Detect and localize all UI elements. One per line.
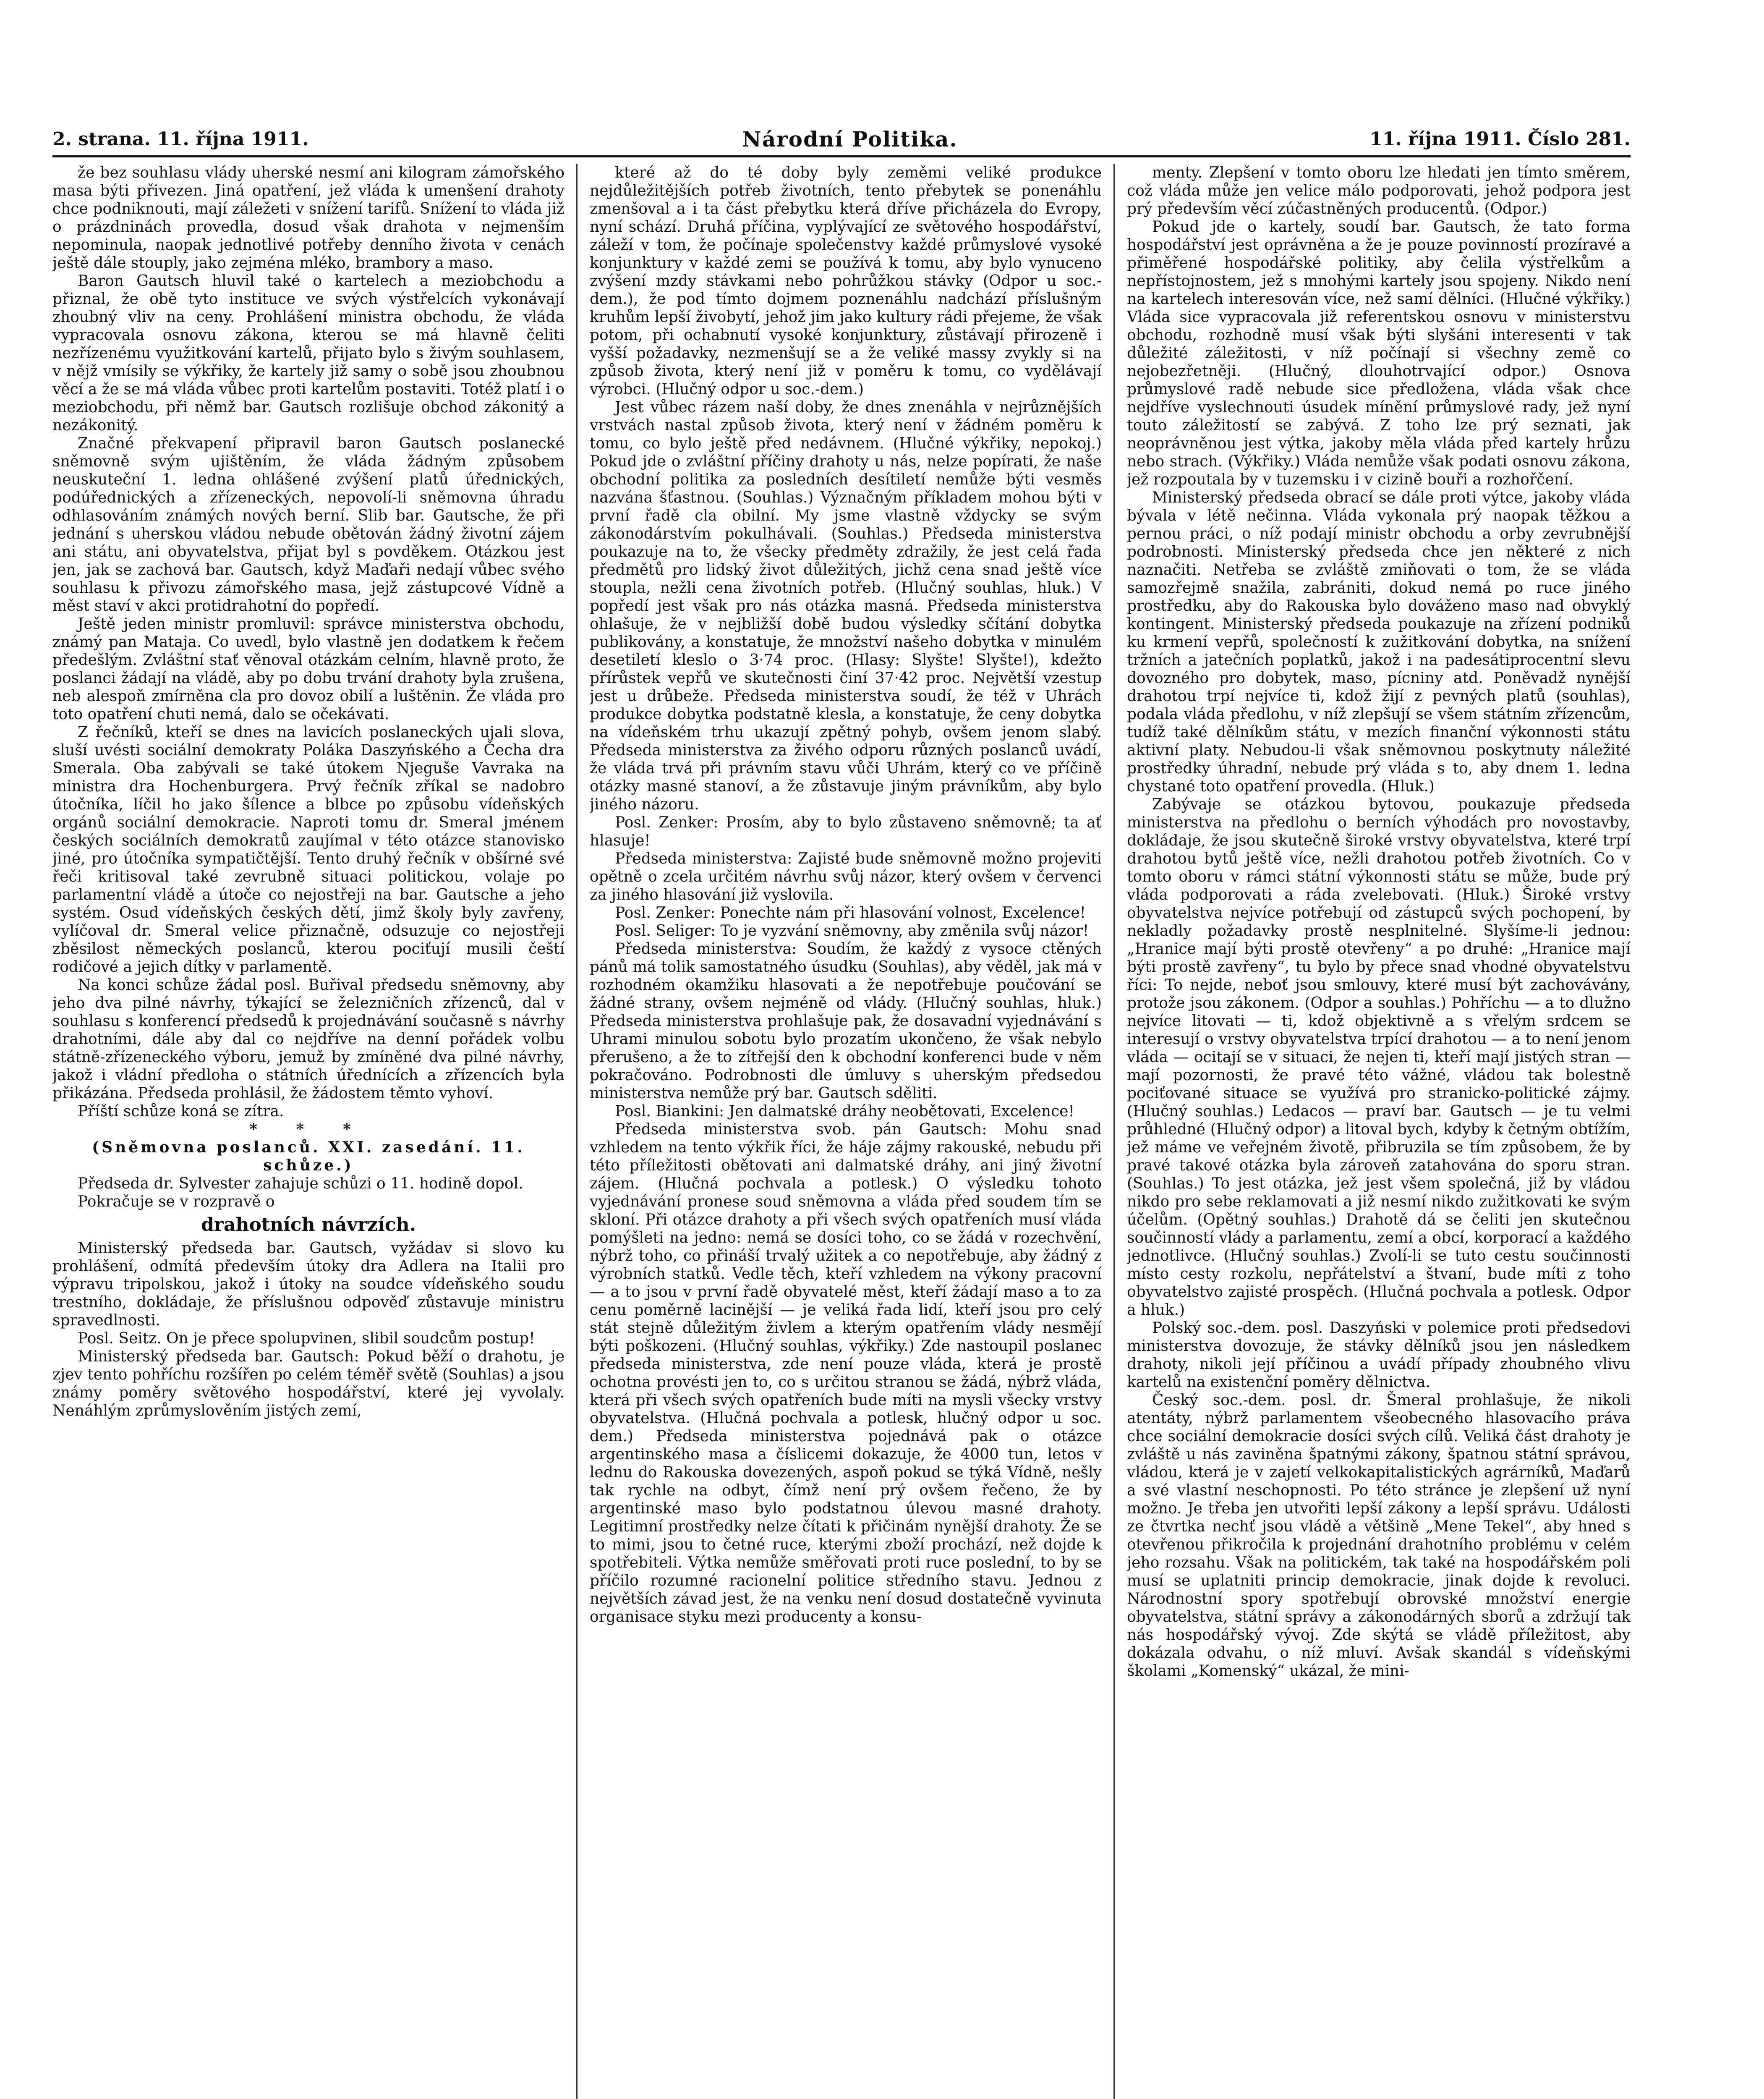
- section-heading: drahotních návrzích.: [201, 1214, 416, 1235]
- article-paragraph: Značné překvapení připravil baron Gautsch poslanecké sněmovně svým ujištěním, že vláda žádným způsobem neuskuteční 1. ledna ohlášené zvýšení platů úřednických, podúřednických a zřízeneckých, nepovolí-li sněmovna úhradu odhlasováním známých nových berní. Slib bar. Gautsche, že při jednání s uherskou vládou nebude obětován žádný životní zájem ani státu, ani obyvatelstva, přijat byl s povděkem. Otázkou jest jen, jak se zachová bar. Gautsch, když Maďaři nedají vůbec svého souhlasu k přivozu zámořského masa, jejž zástupcové Vídně a měst staví v akci protidrahotní do popředí.: [52, 435, 564, 615]
- article-column-1: [52, 164, 564, 2099]
- article-paragraph: Baron Gautsch hluvil také o kartelech a meziobchodu a přiznal, že obě tyto instituce ve svých výstřelcích vykonávají zhoubný vliv na ceny. Prohlášení ministra obchodu, že vláda vypracovala osnovu zákona, kterou se má hlavně čeliti nezřízenému využitkování kartelů, přijato bylo s živým souhlasem, v nějž vmísily se výkřiky, že kartely již samy o sobě jsou zhoubnou věcí a že se má vláda vůbec proti kartelům postaviti. Totéž platí i o meziobchodu, při němž bar. Gautsch rozlišuje obchod zákonitý a nezákonitý.: [52, 272, 564, 434]
- article-paragraph: Ještě jeden ministr promluvil: správce ministerstva obchodu, známý pan Mataja. Co uvedl, bylo vlastně jen dodatkem k řečem předešlým. Zvláštní stať věnoval otázkám celním, hlavně proto, že poslanci žádají na vládě, aby po dobu trvání drahoty byla zrušena, neb alespoň zmírněna cla pro dovoz obilí a luštěnin. Že vláda pro toto opatření chuti nemá, dalo se očekávati.: [52, 615, 564, 723]
- article-paragraph: Jest vůbec rázem naší doby, že dnes znenáhla v nejrůznějších vrstvách nastal způsob života, který není v žádném poměru k tomu, co bylo ještě před nedávnem. (Hlučné výkřiky, nepokoj.) Pokud jde o zvláštní příčiny drahoty u nás, nelze popírati, že naše obchodní politika za posledních desítiletí nemůže býti vesměs nazvána šťastnou. (Souhlas.) Význačným příkladem mohou býti v první řadě cla obilní. My jsme vlastně vždycky se svým zákonodárstvím pokulhávali. (Souhlas.) Předseda ministerstva poukazuje na to, že všecky předměty zdražily, že jest celá řada předmětů pro lidský život důležitých, jichž cena snad ještě více stoupla, nežli cena životních potřeb. (Hlučný souhlas, hluk.) V popředí jest však pro nás otázka masná. Předseda ministerstva ohlašuje, že v nejbližší době budou výsledky sčítání dobytka publikovány, a konstatuje, že množství našeho dobytka v minulém desetiletí kleslo o 3·74 proc. (Hlasy: Slyšte! Slyšte!), kdežto přírůstek vepřů ve skutečnosti činí 37·42 proc. Největší vzestup jest u drůbeže. Předseda ministerstva soudí, že též v Uhrách produkce dobytka podstatně klesla, a konstatuje, že ceny dobytka na vídeňském trhu ukazují zpětný pohyb, ovšem jenom slabý. Předseda ministerstva za živého odporu různých poslanců uvádí, že vláda trvá při právním stavu vůči Uhrám, který co ve příčině otázky masné stanoví, a že zůstavuje jiným právníkům, aby bylo jiného názoru.: [590, 399, 1102, 813]
- article-paragraph: Zabývaje se otázkou bytovou, poukazuje předseda ministerstva na předlohu o berních výhodách pro novostavby, dokládaje, že jsou skutečně široké vrstvy obyvatelstva, které trpí drahotou bytů ještě více, nežli drahotou potřeb životních. Co v tomto oboru v rámci státní výkonnosti státu se může, bude prý vláda podporovati a ráda zvelebovati. (Hluk.) Široké vrstvy obyvatelstva nejvíce potřebují od zástupců svých pochopení, by nekladly požadavky prostě nesplnitelné. Slyšíme-li jednou: „Hranice mají býti prostě otevřeny“ a po druhé: „Hranice mají býti prostě zavřeny“, tu bylo by přece snad vhodné obyvatelstvu říci: To nejde, neboť jsou smlouvy, které musí být zachovávány, protože jsou zákonem. (Odpor a souhlas.) Pohříchu — a to dlužno nejvíce litovati — ti, kdož objektivně a s vřelým srdcem se interesují o vrstvy obyvatelstva trpící drahotou — a to není jenom vláda — ocitají se v situaci, že nejen ti, kteří mají jistých stran — mají pozornosti, že pravé této vážné, vládou tak bolestně pociťované situace se využívá pro stranicko-politické zájmy. (Hlučný souhlas.) Ledacos — praví bar. Gautsch — je tu velmi průhledné (Hlučný odpor) a litoval bych, kdyby k četným obtížím, jež máme ve veřejném životě, přibruzila se tím způsobem, že by pravé takové otázka byla zároveň zatahována do sporu stran. (Souhlas.) To jest otázka, jež jest všem společná, již by vládou nikdo pro sebe reklamovati a již nesmí nikdo zužitkovati ke svým účelům. (Opětný souhlas.) Drahotě dá se čeliti jen skutečnou součinností vlády a parlamentu, zemí a obcí, korporací a každého jednotlivce. (Hlučný souhlas.) Zvolí-li se tuto cestu součinnosti místo cesty rozkolu, nepřátelství a štvaní, bude míti z toho obyvatelstvo zajisté prospěch. (Hlučná pochvala a potlesk. Odpor a hluk.): [1127, 796, 1631, 1319]
- page-header: [52, 126, 1631, 157]
- article-paragraph: Posl. Zenker: Prosím, aby to bylo zůstaveno sněmovně; ta ať hlasuje!: [590, 814, 1102, 849]
- article-paragraph: Posl. Seitz. On je přece spolupvinen, slibil soudcům postup!: [78, 1330, 535, 1347]
- column-divider: [1113, 164, 1115, 2099]
- article-paragraph: Ministerský předseda bar. Gautsch, vyžádav si slovo ku prohlášení, odmítá především útoky dra Adlera na Italii pro výpravu tripolskou, jakož i útoky na soudce vídeňského soudu trestního, dokládaje, že příslušnou odpověď zůstavuje ministru spravedlnosti.: [52, 1240, 564, 1329]
- column-divider: [576, 164, 578, 2099]
- article-paragraph: Ministerský předseda obrací se dále proti výtce, jakoby vláda bývala v létě nečinna. Vláda vykonala prý naopak těžkou a pernou práci, o níž podají ministr obchodu a orby zevrubnější podrobnosti. Ministerský předseda chce jen některé z nich naznačiti. Netřeba se zvláště zmiňovati o tom, že se vláda samozřejmě snažila, zabrániti, dokud nemá po ruce jiného prostředku, aby do Rakouska bylo dováženo maso nad obvyklý kontingent. Ministerský předseda poukazuje na zřízení podniků ku krmení vepřů, společností k zužitkování dobytka, na snížení tržních a jatečních poplatků, jakož i na padesátiprocentní slevu dovozného pro dobytek, maso, pícniny atd. Poněvadž nynější drahotou trpí nejvíce ti, kdož žijí z pevných platů (souhlas), podala vláda předlohu, v níž zlepšují se všem státním zřízencům, tudíž také dělníkům státu, v mezích finanční výkonnosti státu aktivní platy. Nebudou-li však sněmovnou poskytnuty náležité prostředky úhradní, nebude prý vláda s to, aby dnem 1. ledna chystané toto opatření provedla. (Hluk.): [1127, 489, 1631, 795]
- article-paragraph: menty. Zlepšení v tomto oboru lze hledati jen tímto směrem, což vláda může jen velice málo podporovati, jehož podpora jest prý především věcí zúčastněných producentů. (Odpor.): [1127, 164, 1631, 217]
- header-date-issue: 11. října 1911. Číslo 281.: [1369, 128, 1631, 150]
- article-paragraph: Polský soc.-dem. posl. Daszyński v polemice proti předsedovi ministerstva dovozuje, že stávky dělníků jsou jen následkem drahoty, nikoli její příčinou a uvádí případy zhoubného vlivu kartelů na existenční poměry dělnictva.: [1127, 1319, 1631, 1391]
- article-paragraph: Příští schůze koná se zítra.: [78, 1103, 284, 1120]
- article-paragraph: Ministerský předseda bar. Gautsch: Pokud běží o drahotu, je zjev tento pohříchu rozšířen po celém téměř světě (Souhlas) a jsou známy poměry světového hospodářství, které jej vyvolaly. Nenáhlým zprůmyslověním jistých zemí,: [52, 1348, 564, 1419]
- newspaper-page: [44, 118, 1639, 2099]
- article-paragraph: Na konci schůze žádal posl. Buřival předsedu sněmovny, aby jeho dva pilné návrhy, týkající se železničních zřízenců, dal v souhlasu s konferencí předsedů k projednávání současně s návrhy drahotními, dále aby dal co nejdříve na denní pořádek volbu státně-zřízeneckého výboru, jemuž by zmíněné dva pilné návrhy, jakož i vládní předloha o státních úřednících a zřízencích byla přikázána. Předseda prohlásil, že žádostem těmto vyhoví.: [52, 976, 564, 1102]
- article-paragraph: Předseda dr. Sylvester zahajuje schůzi o 11. hodině dopol.: [78, 1175, 523, 1192]
- article-paragraph: Posl. Seliger: To je vyzvání sněmovny, aby změnila svůj názor!: [615, 922, 1089, 940]
- session-heading: (Sněmovna poslanců. XXI. zasedání. 11. schůze.): [92, 1138, 525, 1174]
- article-paragraph: které až do té doby byly zeměmi veliké produkce nejdůležitějších potřeb životních, tento přebytek se ponenáhlu zmenšoval a i ta část přebytku která dříve přicházela do Evropy, nyní schází. Druhá příčina, vyplývající ze světového hospodářství, záleží v tom, že počínaje společenstvy každé průmyslové vysoké konjunktury v každé zemi se používá k tomu, aby bylo vynuceno zvýšení mzdy stávkami nebo pohrůžkou stávky (Odpor u soc.-dem.), že pod tímto dojmem poznenáhlu nadchází příslušným kruhům lepší živobytí, jehož jim jako kultury rádi přejeme, že však potom, při ochabnutí vysoké konjunktury, zůstávají přirozeně i vyšší požadavky, nezmenšují se a že veliké massy zvykly si na způsob života, který není již v poměru k tomu, co vydělávají výrobci. (Hlučný odpor u soc.-dem.): [590, 164, 1102, 398]
- article-paragraph: Posl. Biankini: Jen dalmatské dráhy neobětovati, Excelence!: [615, 1103, 1075, 1120]
- article-paragraph: Pokračuje se v rozpravě o: [78, 1193, 275, 1210]
- article-column-3: [1127, 164, 1631, 2099]
- newspaper-title: Národní Politika.: [742, 127, 958, 152]
- article-paragraph: Posl. Zenker: Ponechte nám při hlasování volnost, Excelence!: [615, 904, 1086, 921]
- section-separator: * * *: [249, 1120, 368, 1138]
- article-paragraph: Předseda ministerstva svob. pán Gautsch: Mohu snad vzhledem na tento výkřik říci, že háje zájmy rakouské, nebudu při této příležitosti obětovati ani dalmatské dráhy, ani jiný životní zájem. (Hlučná pochvala a potlesk.) O výsledku tohoto vyjednávání pronese soud sněmovna a vláda před soudem tím se skloní. Při otázce drahoty a při všech svých opatřeních musí vláda pomýšleti na jedno: nemá se dosíci toho, co se žádá v rozechvění, nýbrž toho, co přináší trvalý užitek a co nepotřebuje, aby žádný z výrobních statků. Vedle těch, kteří vzhledem na výkony pracovní — a to jsou v první řadě obyvatelé měst, kteří žádají maso a to za cenu poměrně lacinější — je veliká řada lidí, kteří jsou pro celý stát stejně důležitým živlem a kterým opatřením vlády nesmějí býti poškozeni. (Hlučný souhlas, výkřiky.) Zde nastoupil poslanec předseda ministerstva, zde není pouze vláda, která je prostě ochotna provésti jen to, co s určitou stranou se žádá, nýbrž vláda, která při všech svých opatřeních bude míti na mysli všecky vrstvy obyvatelstva. (Hlučná pochvala a potlesk, hlučný odpor u soc. dem.) Předseda ministerstva pojednává pak o otázce argentinského masa a číslicemi dokazuje, že 4000 tun, letos v lednu do Rakouska dovezených, aspoň pokud se týká Vídně, nešly tak rychle na odbyt, čímž není prý ovšem řečeno, že by argentinské maso bylo podstatnou úlevou masné drahoty. Legitimní prostředky nelze čítati k přičinám nynější drahoty. Že se to mimi, jsou to četné ruce, kterými zboží prochází, než dojde k spotřebiteli. Výtka nemůže směřovati proti ruce poslední, to by se příčilo rozumné racionelní politice středního stavu. Jednou z největších závad jest, že na venku není dosud dostatečně vyvinuta organisace styku mezi producenty a konsu-: [590, 1121, 1102, 1625]
- article-paragraph: Pokud jde o kartely, soudí bar. Gautsch, že tato forma hospodářství jest oprávněna a že je pouze povinností prozíravé a přiměřené hospodářské politiky, aby čelila výstřelkům a nepřístojnostem, jež s mnohými kartely jsou spojeny. Nikdo není na kartelech interesován více, než samí dělníci. (Hlučné výkřiky.) Vláda sice vypracovala již referentskou osnovu v ministerstvu obchodu, rozhodně musí však býti slyšáni interesenti v tak důležité záležitosti, v níž počínají si všechny země co nejobezřetněji. (Hlučný, dlouhotrvající odpor.) Osnova průmyslové radě nebude sice předložena, vláda však chce nejdříve vyslechnouti úsudek mínění průmyslové rady, jež nyní touto záležitostí se zabývá. Z toho lze prý seznati, jak neoprávněnou jest výtka, jakoby měla vláda před kartely hrůzu nebo strach. (Výkřiky.) Vláda nemůže však podati osnovu zákona, jež rozpoutala by v tuzemsku i v cizině bouři a rozhořčení.: [1127, 218, 1631, 488]
- article-paragraph: Předseda ministerstva: Zajisté bude sněmovně možno projeviti opětně o zcela určitém návrhu svůj názor, který ovšem v červenci za jiného hlasování již vyslovila.: [590, 850, 1102, 903]
- article-column-2: [590, 164, 1102, 2099]
- header-date-left: 2. strana. 11. října 1911.: [52, 128, 309, 150]
- article-paragraph: Z řečníků, kteří se dnes na lavicích poslaneckých ujali slova, sluší uvésti sociální demokraty Poláka Daszyńského a Čecha dra Smerala. Oba zabývali se také útokem Njeguše Vavraka na ministra dra Hochenburgera. Prvý řečník zříkal se nadobro útočníka, líčil ho jako šílence a blbce po způsobu vídeňských orgánů sociální demokracie. Naproti tomu dr. Smeral jménem českých sociálních demokratů zaujímal v této otázce stanovisko jiné, pro útočníka sympatičtější. Tento druhý řečník v obšírné své řeči kritisoval také zevrubně situaci politickou, volaje po parlamentní vládě a útoče co nejostřeji na bar. Gautsche a jeho systém. Osud vídeňských českých dětí, jimž školy byly zavřeny, vylíčoval dr. Smeral velice přiznačně, odsuzuje co nejostřeji zběsilost německých poslanců, kterou pociťují musili čeští rodičové a jejich dítky v parlamentě.: [52, 724, 564, 976]
- article-paragraph: Předseda ministerstva: Soudím, že každý z vysoce ctěných pánů má tolik samostatného úsudku (Souhlas), aby věděl, jak má v rozhodném okamžiku hlasovati a že nepotřebuje poučování se žádné strany, ovšem nejméně od vlády. (Hlučný souhlas, hluk.) Předseda ministerstva prohlašuje pak, že dosavadní vyjednávání s Uhrami minulou sobotu bylo prozatím ukončeno, že však nebylo přerušeno, a že to zítřejší den k obchodní konferenci bude v něm pokračováno. Podrobnosti dle úmluvy s uherským předsedou ministerstva nemůže prý bar. Gautsch sděliti.: [590, 940, 1102, 1102]
- article-paragraph: že bez souhlasu vlády uherské nesmí ani kilogram zámořského masa býti přivezen. Jiná opatření, jež vláda k umenšení drahoty chce podniknouti, mají záležeti v snížení tarifů. Snížení to vláda již o prázdninách provedla, dosud však drahota v nejmenším nepominula, naopak jednotlivé potřeby denního života v cenách ještě dále stouply, jako zejména mléko, brambory a maso.: [52, 164, 564, 272]
- article-paragraph: Český soc.-dem. posl. dr. Šmeral prohlašuje, že nikoli atentáty, nýbrž parlamentem všeobecného hlasovacího práva chce sociální demokracie dosíci svých cílů. Veliká část drahoty je zvláště u nás zaviněna špatnými zákony, špatnou státní správou, vládou, která je v zajetí velkokapitalistických agrárníků, Maďarů a své vlastní neschopnosti. Po této stránce je zlepšení už nyní možno. Je třeba jen utvořiti lepší zákony a lepší správu. Události ze čtvrtka nechť jsou vládě a většině „Mene Tekel“, aby hned s otevřenou přikročila k projednání drahotního problému v celém jeho rozsahu. Však na politickém, tak také na hospodářském poli musí se uplatniti princip demokracie, jinak dojde k revoluci. Národnostní spory spotřebují obrovské množství energie obyvatelstva, státní správy a zákonodárných sborů a zdržují tak nás hospodářský vývoj. Zde skýtá se vládě příležitost, aby dokázala odvahu, o níž mluví. Avšak skandál s vídeňskými školami „Komenský“ ukázal, že mini-: [1127, 1392, 1631, 1680]
